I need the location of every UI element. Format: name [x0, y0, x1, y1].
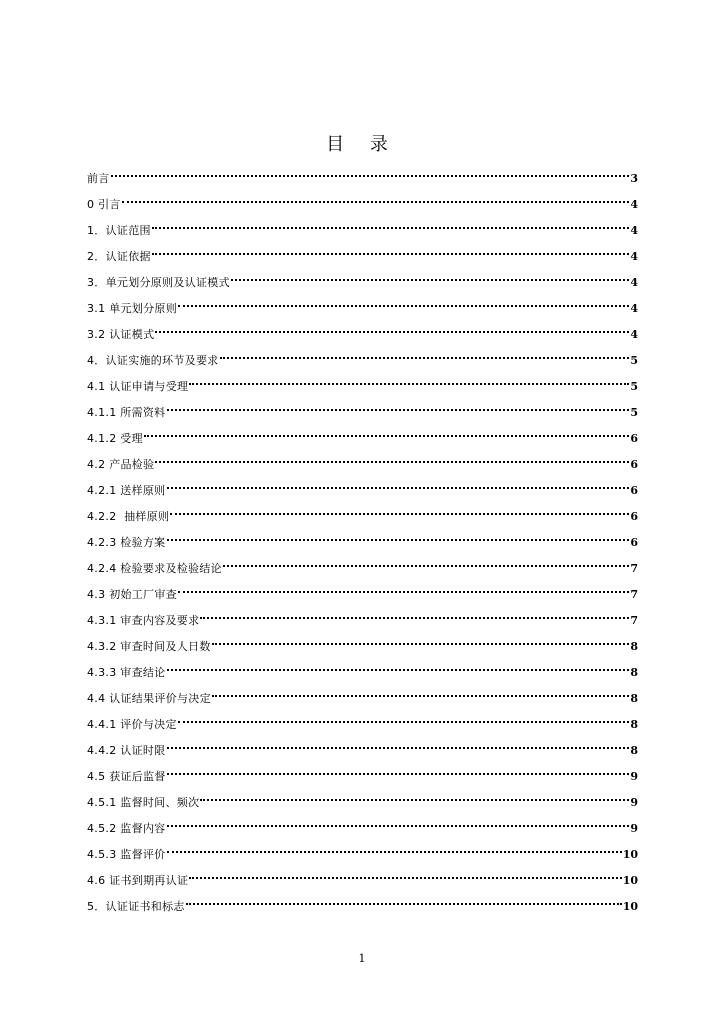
toc-entry-label: 4．认证实施的环节及要求: [87, 354, 219, 367]
toc-entry-page: 6: [630, 536, 638, 549]
toc-entry-page: 8: [630, 718, 638, 731]
toc-entry-label: 4.4.1 评价与决定: [87, 718, 177, 731]
toc-entry[interactable]: [87, 686, 638, 712]
toc-dot-leader: [186, 903, 622, 905]
toc-dot-leader: [212, 643, 630, 645]
toc-entry[interactable]: [87, 894, 638, 920]
toc-entry[interactable]: [87, 842, 638, 868]
toc-entry-page: 7: [630, 562, 638, 575]
toc-entry-page: 5: [630, 406, 638, 419]
toc-entry-page: 4: [630, 328, 638, 341]
toc-entry-label: 4.2.3 检验方案: [87, 536, 166, 549]
toc-entry-page: 10: [622, 874, 638, 887]
toc-entry-page: 6: [630, 432, 638, 445]
toc-entry-label: 4.2.1 送样原则: [87, 484, 166, 497]
toc-dot-leader: [178, 591, 629, 593]
toc-entry[interactable]: [87, 790, 638, 816]
toc-entry-page: 4: [630, 198, 638, 211]
toc-entry[interactable]: [87, 270, 638, 296]
toc-entry-page: 7: [630, 588, 638, 601]
toc-entry-page: 5: [630, 380, 638, 393]
toc-entry-label: 前言: [87, 172, 110, 185]
toc-dot-leader: [144, 435, 629, 437]
toc-entry-label: 4.3.1 审查内容及要求: [87, 614, 200, 627]
toc-entry-label: 4.2 产品检验: [87, 458, 155, 471]
toc-entry-page: 8: [630, 640, 638, 653]
toc-entry[interactable]: [87, 426, 638, 452]
toc-entry[interactable]: [87, 712, 638, 738]
toc-dot-leader: [111, 175, 630, 177]
toc-entry[interactable]: [87, 166, 638, 192]
toc-entry-label: 5．认证证书和标志: [87, 900, 185, 913]
toc-entry-label: 4.3.3 审查结论: [87, 666, 166, 679]
toc-dot-leader: [152, 227, 630, 229]
toc-entry-page: 3: [630, 172, 638, 185]
toc-entry-page: 4: [630, 302, 638, 315]
toc-dot-leader: [220, 357, 630, 359]
toc-entry-label: 4.4.2 认证时限: [87, 744, 166, 757]
toc-entry-page: 9: [630, 796, 638, 809]
toc-entry-label: 2．认证依据: [87, 250, 151, 263]
toc-entry-label: 4.5.3 监督评价: [87, 848, 166, 861]
toc-entry-page: 5: [630, 354, 638, 367]
toc-entry[interactable]: [87, 296, 638, 322]
toc-entry-label: 4.2.2 抽样原则: [87, 510, 170, 523]
toc-dot-leader: [189, 383, 629, 385]
toc-dot-leader: [231, 279, 629, 281]
toc-entry-label: 4.5.1 监督时间、频次: [87, 796, 200, 809]
toc-dot-leader: [167, 409, 630, 411]
toc-dot-leader: [167, 669, 630, 671]
toc-entry-page: 4: [630, 250, 638, 263]
toc-dot-leader: [122, 201, 630, 203]
toc-entry-page: 6: [630, 458, 638, 471]
toc-dot-leader: [167, 825, 630, 827]
toc-entry[interactable]: [87, 452, 638, 478]
toc-entry-page: 10: [622, 900, 638, 913]
toc-entry-label: 1．认证范围: [87, 224, 151, 237]
toc-entry-label: 4.3.2 审查时间及人日数: [87, 640, 211, 653]
toc-entry-label: 4.6 证书到期再认证: [87, 874, 189, 887]
toc-entry[interactable]: [87, 530, 638, 556]
toc-entry[interactable]: [87, 348, 638, 374]
toc-dot-leader: [167, 487, 630, 489]
toc-entry[interactable]: [87, 660, 638, 686]
toc-dot-leader: [152, 253, 630, 255]
toc-dot-leader: [212, 695, 629, 697]
toc-entry[interactable]: [87, 816, 638, 842]
toc-entry[interactable]: [87, 374, 638, 400]
toc-entry[interactable]: [87, 634, 638, 660]
toc-entry-label: 3.2 认证模式: [87, 328, 155, 341]
toc-entry[interactable]: [87, 764, 638, 790]
toc-entry-page: 9: [630, 822, 638, 835]
toc-entry-label: 0 引言: [87, 198, 121, 211]
toc-entry[interactable]: [87, 582, 638, 608]
toc-dot-leader: [200, 617, 629, 619]
toc-entry[interactable]: [87, 738, 638, 764]
toc-entry[interactable]: [87, 322, 638, 348]
toc-entry-label: 3．单元划分原则及认证模式: [87, 276, 230, 289]
toc-entry-page: 9: [630, 770, 638, 783]
page-number: 1: [358, 952, 366, 965]
toc-entry-label: 4.1 认证申请与受理: [87, 380, 189, 393]
toc-dot-leader: [189, 877, 621, 879]
toc-entry-page: 10: [622, 848, 638, 861]
toc-entry[interactable]: [87, 478, 638, 504]
toc-entry-page: 6: [630, 510, 638, 523]
toc-entry[interactable]: [87, 192, 638, 218]
toc-entry-label: 4.3 初始工厂审查: [87, 588, 177, 601]
toc-dot-leader: [155, 461, 629, 463]
toc-dot-leader: [178, 305, 629, 307]
toc-dot-leader: [200, 799, 629, 801]
toc-dot-leader: [155, 331, 629, 333]
toc-entry[interactable]: [87, 244, 638, 270]
toc-entry-page: 8: [630, 666, 638, 679]
toc-dot-leader: [167, 851, 622, 853]
toc-entry-page: 4: [630, 276, 638, 289]
toc-dot-leader: [223, 565, 629, 567]
toc-entry-page: 6: [630, 484, 638, 497]
toc-dot-leader: [167, 773, 630, 775]
toc-entry-page: 7: [630, 614, 638, 627]
toc-dot-leader: [167, 539, 630, 541]
toc-dot-leader: [167, 747, 630, 749]
table-of-contents: [87, 166, 638, 920]
toc-entry[interactable]: [87, 504, 638, 530]
toc-entry-label: 4.5.2 监督内容: [87, 822, 166, 835]
toc-dot-leader: [178, 721, 630, 723]
toc-entry-label: 4.4 认证结果评价与决定: [87, 692, 211, 705]
toc-entry[interactable]: [87, 556, 638, 582]
toc-entry[interactable]: [87, 608, 638, 634]
toc-entry[interactable]: [87, 868, 638, 894]
toc-entry-label: 4.1.1 所需资料: [87, 406, 166, 419]
toc-entry-label: 3.1 单元划分原则: [87, 302, 177, 315]
page-title: 目 录: [326, 134, 398, 155]
toc-entry[interactable]: [87, 218, 638, 244]
toc-entry-label: 4.1.2 受理: [87, 432, 143, 445]
toc-entry-page: 4: [630, 224, 638, 237]
toc-entry[interactable]: [87, 400, 638, 426]
toc-entry-page: 8: [630, 744, 638, 757]
toc-entry-page: 8: [630, 692, 638, 705]
toc-entry-label: 4.2.4 检验要求及检验结论: [87, 562, 222, 575]
toc-entry-label: 4.5 获证后监督: [87, 770, 166, 783]
toc-dot-leader: [170, 513, 629, 515]
